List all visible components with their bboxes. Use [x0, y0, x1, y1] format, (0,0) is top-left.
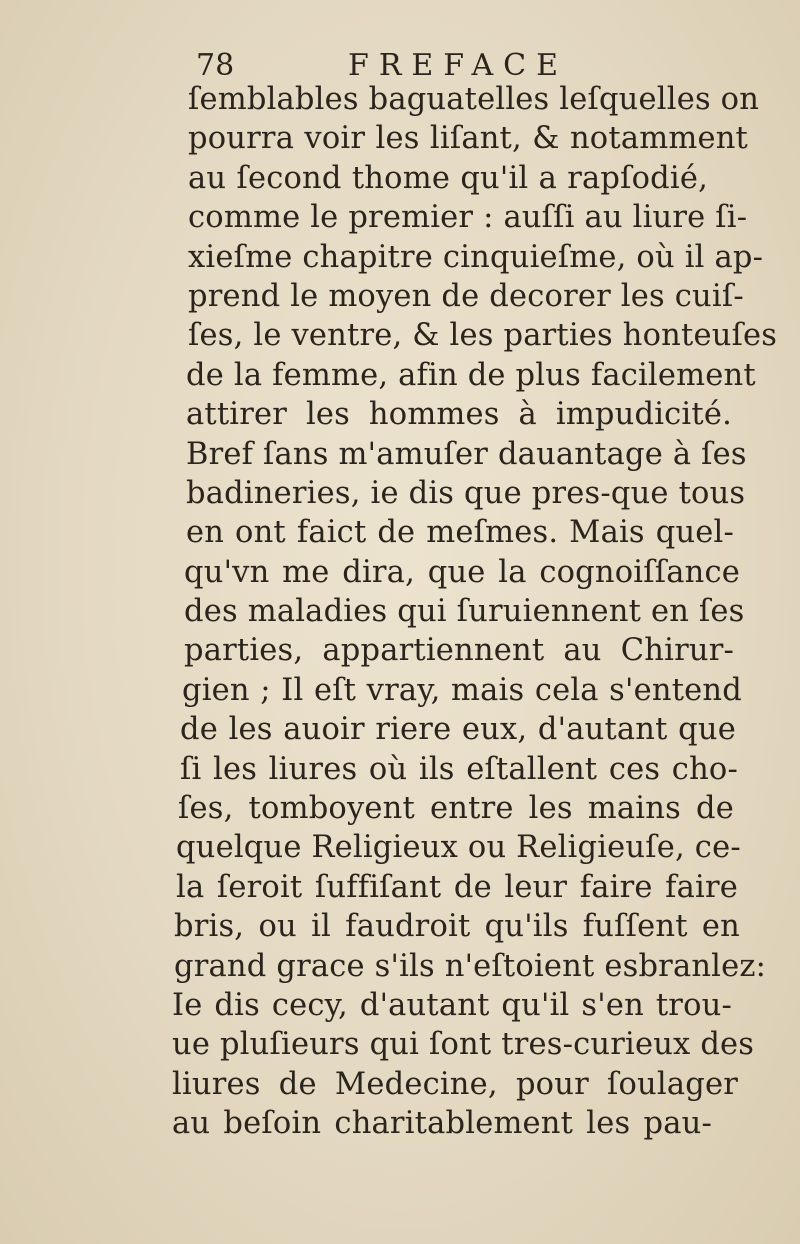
- text-line: la ſeroit ſuffiſant de leur faire faire: [176, 869, 738, 905]
- text-line: des maladies qui ſuruiennent en ſes: [184, 594, 745, 630]
- text-line: de les auoir riere eux, d'autant que: [180, 712, 736, 748]
- text-line: ſi les liures où ils eſtallent ces cho-: [180, 751, 738, 787]
- text-line: ue pluſieurs qui ſont tres-curieux des: [172, 1027, 755, 1063]
- text-line: gien ; Il eſt vray, mais cela s'entend: [182, 672, 742, 708]
- text-line: au ſecond thome qu'il a rapſodié,: [188, 160, 708, 196]
- text-line: pourra voir les liſant, & notamment: [188, 121, 748, 157]
- running-title: FREFACE: [348, 48, 569, 83]
- text-line: au beſoin charitablement les pau-: [172, 1106, 712, 1142]
- text-line: parties, appartiennent au Chirur-: [184, 633, 734, 669]
- text-line: ſes, le ventre, & les parties honteuſes: [188, 318, 778, 354]
- text-line: qu'vn me dira, que la cognoiſſance: [184, 554, 740, 590]
- text-line: Ie dis cecy, d'autant qu'il s'en trou-: [172, 987, 732, 1023]
- text-line: badineries, ie dis que pres-que tous: [186, 475, 746, 511]
- preface-text: [172, 80, 778, 1144]
- text-line: bris, ou il faudroit qu'ils fuſſent en: [174, 909, 740, 945]
- text-line: ſemblables baguatelles leſquelles on: [188, 82, 760, 117]
- text-line: comme le premier : auſſi au liure ſi-: [188, 200, 748, 236]
- text-line: attirer les hommes à impudicité.: [186, 397, 732, 433]
- text-line: liures de Medecine, pour ſoulager: [172, 1066, 738, 1102]
- text-line: xieſme chapitre cinquieſme, où il ap-: [188, 239, 764, 275]
- text-line: de la femme, afin de plus facilement: [186, 357, 756, 393]
- text-line: en ont faict de meſmes. Mais quel-: [186, 515, 734, 551]
- text-line: ſes, tomboyent entre les mains de: [178, 791, 734, 827]
- page-number: 78: [196, 48, 235, 83]
- text-line: quelque Religieux ou Religieuſe, ce-: [176, 830, 741, 866]
- text-line: grand grace s'ils n'eſtoient esbranlez:: [174, 948, 767, 984]
- text-line: Bref ſans m'amuſer dauantage à ſes: [186, 436, 747, 472]
- text-line: prend le moyen de decorer les cuiſ-: [188, 278, 744, 314]
